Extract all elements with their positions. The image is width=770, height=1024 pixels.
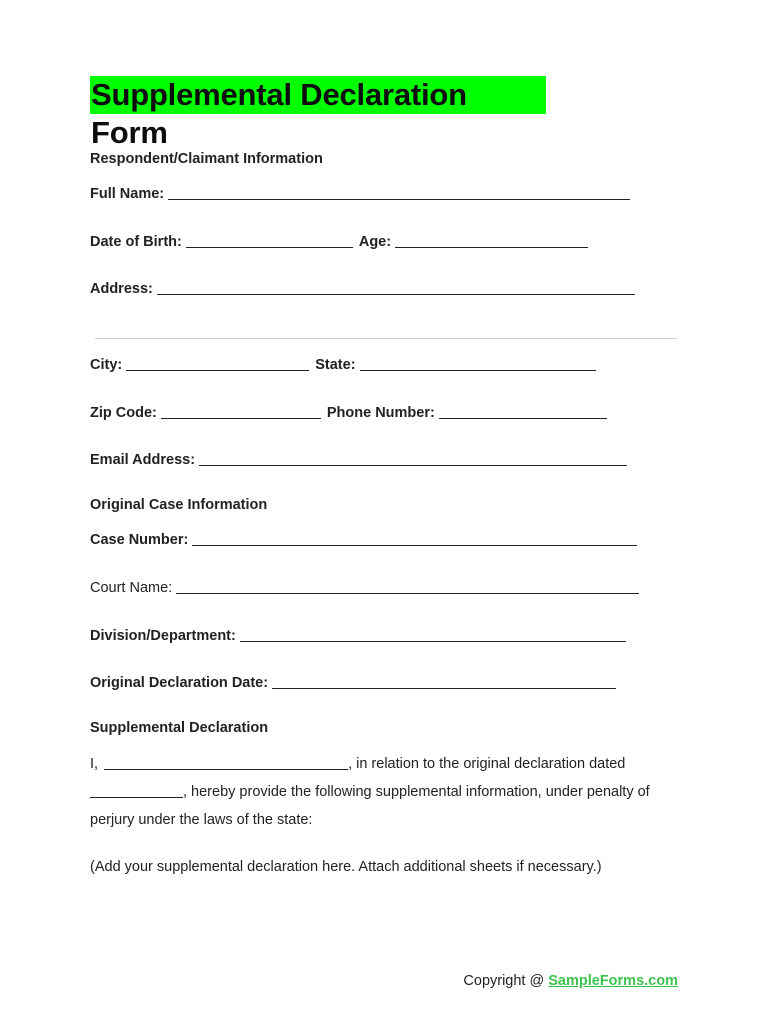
state-label: State:: [315, 357, 356, 373]
declaration-line-1: [90, 752, 625, 772]
declaration-date-field[interactable]: [90, 783, 183, 798]
full-name-label: Full Name:: [90, 186, 165, 202]
phone-number-field[interactable]: [439, 404, 607, 419]
declaration-mid: , in relation to the original declaration dated: [348, 756, 626, 772]
original-declaration-date-row: [90, 671, 616, 691]
city-state-row: [90, 353, 596, 373]
age-label: Age:: [358, 234, 392, 250]
phone-number-label: Phone Number:: [326, 405, 435, 421]
declaration-prefix: I,: [90, 756, 99, 772]
court-name-label: Court Name:: [90, 580, 173, 596]
full-name-row: [90, 182, 630, 202]
footer-copyright: [463, 973, 678, 989]
declaration-line-3: [90, 808, 312, 828]
declaration-instruction: [90, 855, 602, 875]
case-number-row: [90, 528, 637, 548]
declaration-line-2: [90, 780, 650, 800]
section-heading-respondent: Respondent/Claimant Information: [90, 151, 323, 167]
copyright-text: Copyright @: [463, 973, 545, 989]
case-number-label: Case Number:: [90, 532, 189, 548]
court-name-field[interactable]: [176, 579, 639, 594]
dob-age-row: [90, 230, 588, 250]
address-row: [90, 277, 635, 297]
case-number-field[interactable]: [192, 531, 637, 546]
court-name-row: [90, 576, 639, 596]
email-address-field[interactable]: [199, 451, 627, 466]
city-label: City:: [90, 357, 123, 373]
original-declaration-date-label: Original Declaration Date:: [90, 675, 269, 691]
declarant-name-field[interactable]: [104, 755, 348, 770]
age-field[interactable]: [395, 233, 588, 248]
zip-code-label: Zip Code:: [90, 405, 157, 421]
dob-label: Date of Birth:: [90, 234, 182, 250]
zip-phone-row: [90, 401, 607, 421]
division-department-field[interactable]: [240, 627, 626, 642]
zip-code-field[interactable]: [161, 404, 321, 419]
city-field[interactable]: [126, 356, 309, 371]
original-declaration-date-field[interactable]: [272, 674, 616, 689]
address-line-2[interactable]: [95, 338, 677, 339]
state-field[interactable]: [360, 356, 596, 371]
address-label: Address:: [90, 281, 153, 297]
declaration-line3-text: perjury under the laws of the state:: [90, 812, 313, 828]
section-heading-supplemental: Supplemental Declaration: [90, 720, 269, 736]
address-field[interactable]: [157, 280, 635, 295]
division-row: [90, 624, 626, 644]
email-row: [90, 448, 627, 468]
email-address-label: Email Address:: [90, 452, 196, 468]
declaration-line2-text: , hereby provide the following supplemental information, under penalty of: [183, 784, 650, 800]
dob-field[interactable]: [186, 233, 353, 248]
section-heading-original-case: Original Case Information: [90, 497, 268, 513]
form-title: Supplemental Declaration Form: [90, 76, 546, 114]
brand-link[interactable]: SampleForms.com: [548, 973, 678, 989]
declaration-instruction-text: (Add your supplemental declaration here. Attach additional sheets if necessary.): [90, 859, 602, 875]
full-name-field[interactable]: [168, 185, 630, 200]
division-department-label: Division/Department:: [90, 628, 236, 644]
